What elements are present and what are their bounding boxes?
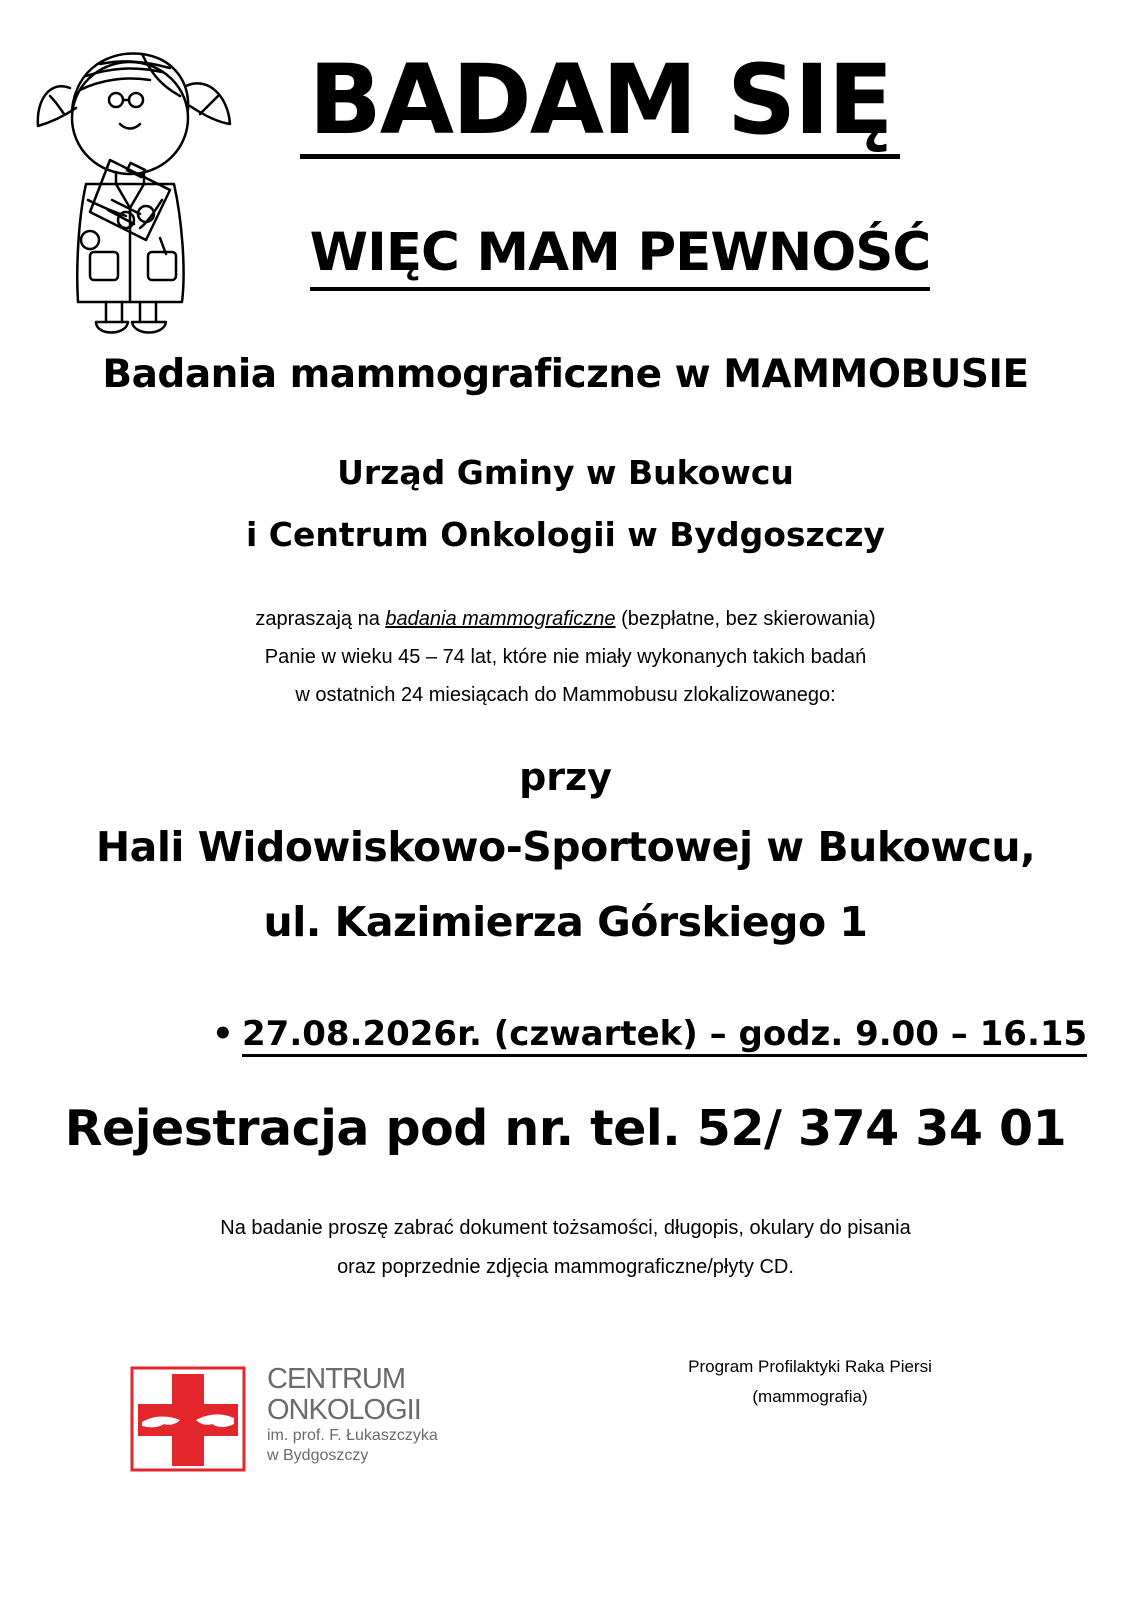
centrum-onkologii-cross-icon <box>130 1366 246 1472</box>
invitation-emphasis: badania mammograficzne <box>385 608 616 630</box>
schedule-date: 27.08.2026r. (czwartek) – godz. 9.00 – 16.15 <box>242 1014 1087 1057</box>
location-prefix: przy <box>519 755 612 799</box>
doctor-girl-illustration-icon <box>30 40 250 340</box>
logo-line-4: w Bydgoszczy <box>267 1447 369 1464</box>
invitation-line-1 <box>0 608 1131 631</box>
program-name <box>640 1352 980 1412</box>
poster-subtitle-text: WIĘC MAM PEWNOŚĆ <box>310 222 931 291</box>
poster-subtitle <box>300 222 940 283</box>
program-line-1: Program Profilaktyki Raka Piersi <box>688 1357 932 1376</box>
organizer-line-2: i Centrum Onkologii w Bydgoszczy <box>246 515 885 554</box>
invitation-line-3: w ostatnich 24 miesiącach do Mammobusu zlokalizowanego: <box>295 684 836 706</box>
centrum-onkologii-logo <box>267 1364 438 1466</box>
invitation-line-1-post: (bezpłatne, bez skierowania) <box>615 608 876 630</box>
schedule-item <box>212 1014 1087 1054</box>
logo-line-1: CENTRUM <box>267 1363 405 1395</box>
location-line-1: Hali Widowiskowo-Sportowej w Bukowcu, <box>95 823 1036 871</box>
note-line-1: Na badanie proszę zabrać dokument tożsamości, długopis, okulary do pisania <box>220 1217 911 1239</box>
location-line-2: ul. Kazimierza Górskiego 1 <box>263 898 868 946</box>
note-line-2: oraz poprzednie zdjęcia mammograficzne/płyty CD. <box>337 1256 794 1278</box>
program-line-2: (mammografia) <box>752 1387 868 1406</box>
invitation-line-1-pre: zapraszają na <box>255 608 386 630</box>
poster-title: BADAM SIĘ <box>300 52 900 159</box>
headline: Badania mammograficzne w MAMMOBUSIE <box>102 352 1029 397</box>
bullet-icon: • <box>212 1014 234 1054</box>
invitation-line-2: Panie w wieku 45 – 74 lat, które nie miały wykonanych takich badań <box>264 646 867 668</box>
registration-phone: Rejestracja pod nr. tel. 52/ 374 34 01 <box>64 1100 1067 1157</box>
organizer-line-1: Urząd Gminy w Bukowcu <box>337 453 794 492</box>
logo-line-2: ONKOLOGII <box>267 1394 421 1426</box>
logo-line-3: im. prof. F. Łukaszczyka <box>267 1427 438 1444</box>
